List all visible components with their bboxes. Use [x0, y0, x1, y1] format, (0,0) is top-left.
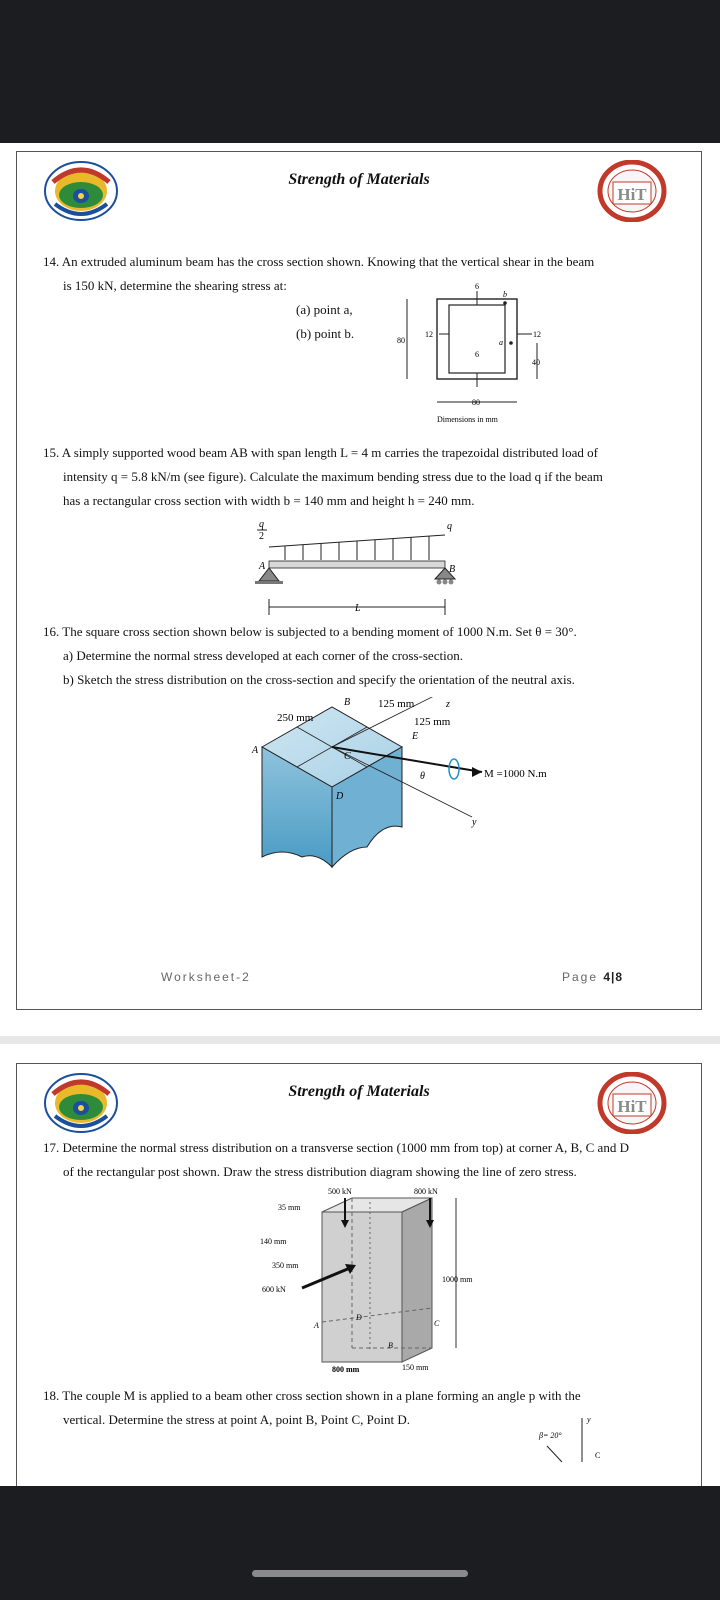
q18-point-c: C [595, 1451, 601, 1460]
q14-cross-section-figure [387, 277, 567, 427]
q17-post-figure [252, 1188, 502, 1374]
q17-dim-350: 350 mm [272, 1261, 299, 1270]
page-number-label: Page [562, 970, 599, 984]
q17-corner-c: C [434, 1319, 440, 1328]
q14-line2: is 150 kN, determine the shearing stress at: [63, 278, 287, 293]
q18-beta-label: β= 20° [539, 1431, 562, 1440]
q17-dim-1000: 1000 mm [442, 1275, 473, 1284]
q15-support-a-label: A [259, 561, 266, 572]
status-bar-area [0, 0, 720, 143]
q17-corner-a: A [314, 1321, 319, 1330]
question-14 [43, 250, 683, 298]
q17-corner-b: B [388, 1341, 393, 1350]
q14-figure-caption: Dimensions in mm [437, 415, 498, 424]
q16-moment-label: M =1000 N.m [484, 768, 547, 780]
q16-corner-a: A [252, 745, 259, 756]
q15-line1: 15. A simply supported wood beam AB with span length L = 4 m carries the trapezoidal distributed load of [43, 445, 598, 460]
q14-dim-12-right: 12 [533, 330, 541, 339]
document-page-4 [16, 151, 702, 1010]
q17-corner-d: D [356, 1313, 362, 1322]
q16-part-b: b) Sketch the stress distribution on the cross-section and specify the orientation of the neutral axis. [63, 672, 575, 687]
page-number-value: 4|8 [603, 970, 624, 984]
q16-axis-y: y [472, 817, 477, 828]
q15-beam-figure [247, 517, 477, 617]
q16-dim-125-top: 125 mm [378, 698, 415, 710]
q15-support-b-label: B [449, 564, 456, 575]
q15-line2: intensity q = 5.8 kN/m (see figure). Calculate the maximum bending stress due to the load q if the beam [63, 469, 603, 484]
hit-institute-logo [597, 160, 667, 222]
q18-line1: 18. The couple M is applied to a beam other cross section shown in a plane forming an angle p with the [43, 1388, 581, 1403]
q16-part-a: a) Determine the normal stress developed at each corner of the cross-section. [63, 648, 463, 663]
q14-point-b-label: b [503, 290, 507, 299]
question-17 [43, 1136, 693, 1184]
question-15 [43, 441, 683, 513]
q14-dim-40: 40 [532, 358, 540, 367]
worksheet-label: Worksheet-2 [161, 970, 251, 984]
q17-load-800: 800 kN [414, 1188, 438, 1196]
q17-dim-140: 140 mm [260, 1237, 287, 1246]
q16-axis-z: z [446, 699, 450, 710]
q14-line1: 14. An extruded aluminum beam has the cross section shown. Knowing that the vertical shear in the beam [43, 254, 595, 269]
q16-cube-figure [232, 697, 572, 877]
q16-line1: 16. The square cross section shown below is subjected to a bending moment of 1000 N.m. Set θ = 30°. [43, 624, 577, 639]
q17-load-500: 500 kN [328, 1188, 352, 1196]
q14-point-a [509, 341, 513, 345]
q14-dim-12-left: 12 [425, 330, 433, 339]
q17-load-600: 600 kN [262, 1285, 286, 1294]
q14-dim-80-width: 80 [472, 398, 480, 407]
q16-center-c: C [344, 751, 351, 762]
q15-span-label: L [355, 603, 361, 614]
q14-point-a-label: a [499, 338, 503, 347]
home-indicator[interactable] [252, 1570, 468, 1577]
q14-point-b [503, 301, 507, 305]
q14-part-b: (b) point b. [296, 326, 355, 341]
haramaya-university-logo [43, 160, 119, 222]
q16-corner-b: B [344, 697, 351, 708]
q18-line2: vertical. Determine the stress at point A, point B, Point C, Point D. [63, 1412, 410, 1427]
document-viewer[interactable] [0, 143, 720, 1486]
hit-institute-logo-2 [597, 1072, 667, 1134]
q16-dim-250: 250 mm [277, 712, 314, 724]
q18-section-figure [537, 1414, 617, 1464]
q16-point-e: E [412, 731, 419, 742]
q14-dim-6-mid: 6 [475, 350, 479, 359]
question-16 [43, 620, 683, 692]
q15-line3: has a rectangular cross section with width b = 140 mm and height h = 240 mm. [63, 493, 475, 508]
q16-corner-d: D [336, 791, 344, 802]
q14-dim-80-height: 80 [397, 336, 405, 345]
q17-line2: of the rectangular post shown. Draw the stress distribution diagram showing the line of zero stress. [63, 1164, 577, 1179]
q17-line1: 17. Determine the normal stress distribution on a transverse section (1000 mm from top) at corner A, B, C and D [43, 1140, 629, 1155]
q18-axis-y: y [587, 1415, 591, 1424]
page-number [562, 970, 623, 984]
q16-dim-125-side: 125 mm [414, 716, 451, 728]
q14-parts [296, 298, 354, 346]
document-page-5 [16, 1063, 702, 1486]
q14-part-a: (a) point a, [296, 302, 353, 317]
q15-q-label: q [447, 521, 452, 532]
q16-angle-theta: θ [420, 771, 425, 782]
q15-q-half-num: q [259, 519, 264, 530]
hit-logo-text: HiT [617, 185, 647, 204]
q14-dim-6-top: 6 [475, 282, 479, 291]
q17-dim-35: 35 mm [278, 1203, 301, 1212]
page-separator [0, 1036, 720, 1044]
q17-dim-150: 150 mm [402, 1363, 429, 1372]
haramaya-university-logo-2 [43, 1072, 119, 1134]
hit-logo-text-2: HiT [617, 1097, 647, 1116]
q15-q-half-den: 2 [259, 531, 264, 542]
page-header-title: Strength of Materials [288, 171, 430, 188]
q17-dim-800: 800 mm [332, 1365, 360, 1374]
navigation-bar-area [0, 1486, 720, 1600]
page-header-title-2: Strength of Materials [288, 1083, 430, 1100]
